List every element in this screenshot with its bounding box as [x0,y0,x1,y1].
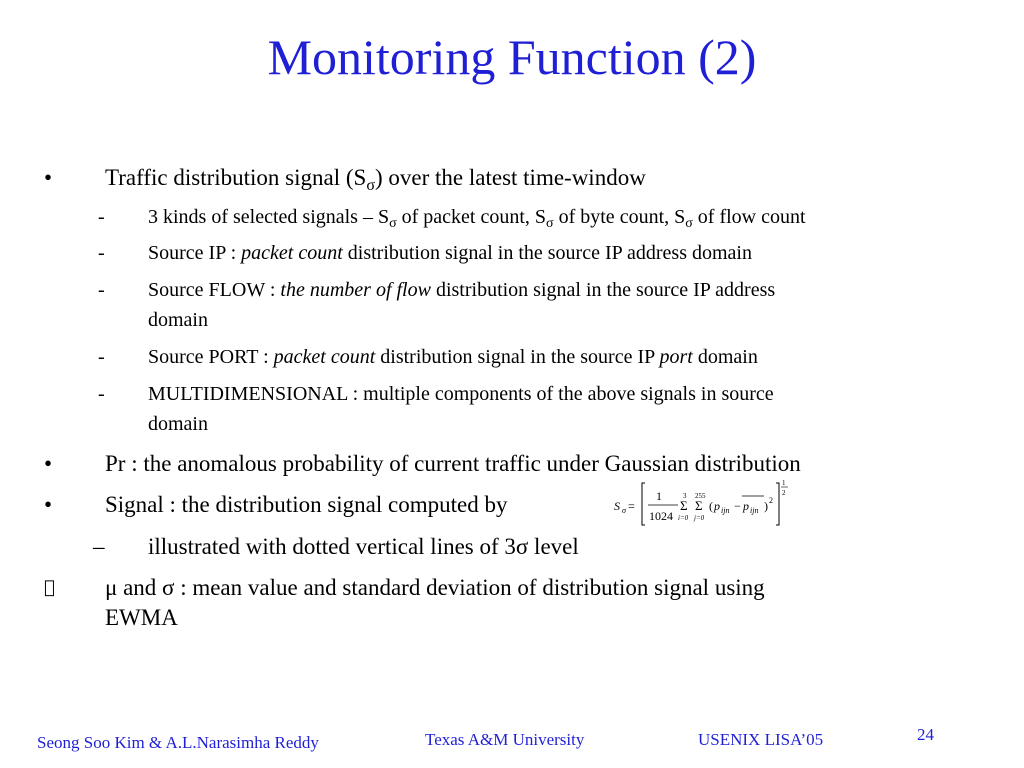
footer-authors: Seong Soo Kim & A.L.Narasimha Reddy [37,733,319,752]
sub-bullet-dotted-lines: illustrated with dotted vertical lines of 3σ level [148,534,579,559]
page-title: Monitoring Function (2) [267,29,757,85]
footer-university: Texas A&M University [425,730,585,749]
formula-exp-num: 1 [782,479,786,487]
bullet-marker: • [44,165,53,190]
formula-p1: p [714,499,720,513]
sub-bullet-marker: – [93,534,105,559]
formula-p2-sub: ijn [750,506,759,515]
bullet-marker: • [44,451,53,476]
sub-bullet-source-port: Source PORT : packet count distribution signal in the source IP port domain [148,346,758,368]
bullet-probability: Pr : the anomalous probability of current traffic under Gaussian distribution [105,451,801,476]
formula-den: 1024 [649,509,673,523]
formula-sum2-bot: j=0 [694,514,705,522]
bullet-marker [44,573,55,603]
bullet-mu-sigma: μ and σ : mean value and standard deviation of distribution signal using EWMA [105,575,765,630]
sub-bullet-marker: - [98,242,105,264]
formula-square: 2 [769,496,773,505]
formula-sum2: Σ [695,498,703,513]
formula-sum1: Σ [680,498,688,513]
bullet-traffic-signal: Traffic distribution signal $(S_\sigma)$ over the latest time-window [105,165,646,194]
page-number: 24 [917,725,934,744]
formula-exp-den: 2 [782,489,786,497]
signal-formula [612,477,802,529]
bullet-signal: Signal : the distribution signal computed by [105,492,508,517]
formula-equals: = [628,499,635,513]
sub-bullet-signal-kinds: 3 kinds of selected signals – $S_\sigma$ of packet count, $S_\sigma$ of byte count, $S_\sigma$ of flow count [148,206,806,232]
formula-minus: − [734,499,741,513]
bullet-marker: • [44,492,53,517]
sub-bullet-marker: - [98,206,105,228]
formula-p1-sub: ijn [721,506,730,515]
formula-bracket-right [776,483,779,525]
footer-conference: USENIX LISA’05 [698,730,824,749]
sub-bullet-marker: - [98,383,105,405]
formula-lhs: S [614,499,620,513]
sub-bullet-multidimensional: MULTIDIMENSIONAL : multiple components of the above signals in source domain [148,383,774,435]
formula-sum2-top: 255 [695,492,706,500]
sub-bullet-source-flow: Source FLOW : the number of flow distribution signal in the source IP address domain [148,279,776,331]
sub-bullet-marker: - [98,346,105,368]
sub-bullet-source-ip: Source IP : packet count distribution signal in the source IP address domain [148,242,752,264]
formula-bracket-left [642,483,645,525]
formula-sum1-bot: i=0 [678,514,689,522]
formula-p2: p [743,499,749,513]
formula-sum1-top: 3 [683,492,687,500]
sub-bullet-marker: - [98,279,105,301]
formula-lhs-sub: σ [622,506,626,515]
formula-num: 1 [656,489,662,503]
formula-lparen: ( [709,499,713,513]
formula-rparen: ) [764,499,768,513]
